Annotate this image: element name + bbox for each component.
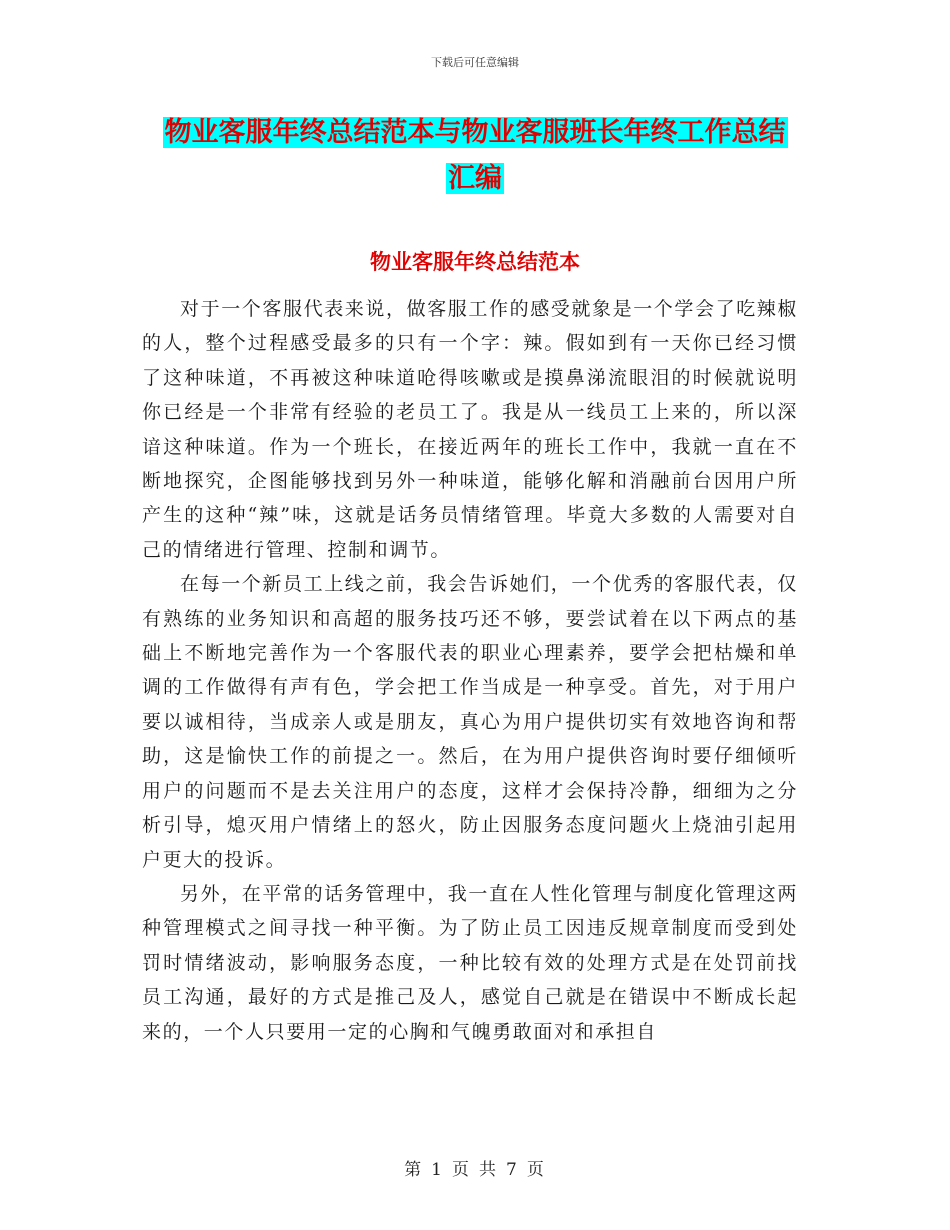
footer-word: 页: [526, 1160, 546, 1180]
document-title-line2: 汇编: [448, 163, 502, 194]
document-title-line1: 物业客服年终总结范本与物业客服班长年终工作总结: [164, 117, 786, 148]
footer-word: 共: [479, 1160, 498, 1180]
paragraph: 对于一个客服代表来说，做客服工作的感受就象是一个学会了吃辣椒的人，整个过程感受最多的只有一个字：辣。假如到有一天你已经习惯了这种味道，不再被这种味道呛得咳嗽或是摸鼻涕流眼泪的时候就说明你已经是一个非常有经验的老员工了。我是从一线员工上来的，所以深谙这种味道。作为一个班长，在接近两年的班长工作中，我就一直在不断地探究，企图能够找到另外一种味道，能够化解和消融前台因用户所产生的这种“辣”味，这就是话务员情绪管理。毕竟大多数的人需要对自己的情绪进行管理、控制和调节。: [142, 298, 799, 561]
footer-word: 第: [404, 1160, 424, 1180]
header-note: 下载后可任意编辑: [431, 56, 519, 69]
footer-word: 页: [452, 1160, 471, 1180]
page-footer: [0, 1155, 950, 1180]
page-number-total: 7: [506, 1160, 519, 1180]
page-number-current: 1: [431, 1160, 444, 1180]
paragraph: 在每一个新员工上线之前，我会告诉她们，一个优秀的客服代表，仅有熟练的业务知识和高超的服务技巧还不够，要尝试着在以下两点的基础上不断地完善作为一个客服代表的职业心理素养，要学会把枯燥和单调的工作做得有声有色，学会把工作当成是一种享受。首先，对于用户要以诚相待，当成亲人或是朋友，真心为用户提供切实有效地咨询和帮助，这是愉快工作的前提之一。然后，在为用户提供咨询时要仔细倾听用户的问题而不是去关注用户的态度，这样才会保持冷静，细细为之分析引导，熄灭用户情绪上的怒火，防止因服务态度问题火上烧油引起用户更大的投诉。: [142, 573, 799, 871]
document-title: [140, 110, 810, 202]
section-title: 物业客服年终总结范本: [370, 250, 580, 274]
document-body: [142, 292, 798, 1049]
paragraph: 另外，在平常的话务管理中，我一直在人性化管理与制度化管理这两种管理模式之间寻找一种平衡。为了防止员工因违反规章制度而受到处罚时情绪波动，影响服务态度，一种比较有效的处理方式是在处罚前找员工沟通，最好的方式是推己及人，感觉自己就是在错误中不断成长起来的，一个人只要用一定的心胸和气魄勇敢面对和承担自: [142, 882, 799, 1043]
